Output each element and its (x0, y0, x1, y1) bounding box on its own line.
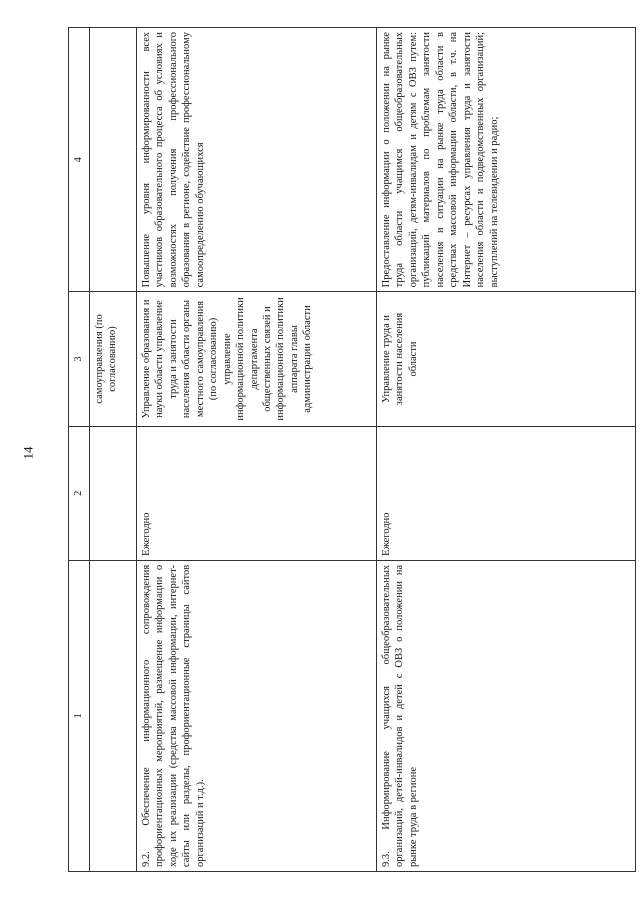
table-row (137, 28, 377, 872)
row-1-col-3: самоуправления (по согласованию) (90, 292, 137, 426)
table-header-row (69, 28, 90, 872)
row-2-col-4: Повышение уровня информированности всех участников образовательного процесса об условиях и возможностях получения профессионального образования в регионе, содействие профессиональному самоопределению обучающихся (137, 28, 377, 292)
row-3-col-1: 9.3. Информирование учащихся общеобразовательных организаций, детей-инвалидов и детей с ОВЗ о положении на рынке труда в регионе (377, 560, 636, 871)
header-col-3: 3 (69, 292, 90, 426)
measures-table (68, 27, 636, 872)
row-3-col-2: Ежегодно (377, 426, 636, 560)
header-col-4: 4 (69, 28, 90, 292)
row-1-col-4 (90, 28, 137, 292)
row-3-col-4: Предоставление информации о положении на рынке труда области учащимся общеобразовательных организаций, детям-инвалидам и детям с ОВЗ путем: публикаций материалов по проблемам занятости населения и ситуации на рынке труда области в средствах массовой информации области, в т.ч. на Интернет – ресурсах управления труда и занятости населения области и подведомственных организаций; выступлений на телевидении и радио; (377, 28, 636, 292)
row-3-col-3: Управление труда и занятости населения области (377, 292, 636, 426)
row-1-col-1 (90, 560, 137, 871)
header-col-2: 2 (69, 426, 90, 560)
row-2-col-1: 9.2. Обеспечение информационного сопровождения профориентационных мероприятий, размещение информации о ходе их реализации (средства массовой информации, интернет-сайты или разделы, профориентационные страницы сайтов организаций и т.д.). (137, 560, 377, 871)
document-table-container (68, 27, 636, 872)
header-col-1: 1 (69, 560, 90, 871)
table-row (377, 28, 636, 872)
row-2-col-3: Управление образования и науки области управление труда и занятости населения области органы местного самоуправления (по согласованию) управление информационной политики департамента общественных связей и информационной политики аппарата главы администрации области (137, 292, 377, 426)
table-row (90, 28, 137, 872)
row-2-col-2: Ежегодно (137, 426, 377, 560)
page-number: 14 (20, 446, 36, 460)
row-1-col-2 (90, 426, 137, 560)
